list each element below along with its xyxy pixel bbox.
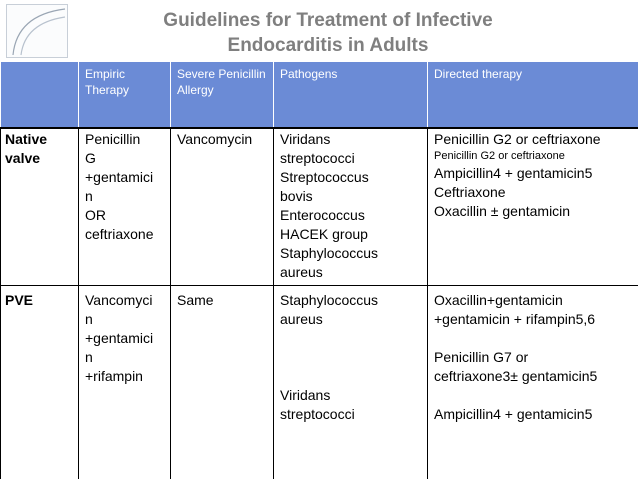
native-directed-line: Penicillin G2 or ceftriaxone [434, 131, 601, 147]
pve-directed-cell [428, 285, 638, 479]
native-directed-line-small: Penicillin G2 or ceftriaxone [434, 150, 565, 162]
treatment-table [0, 62, 638, 479]
pve-empiric-line: Vancomyci [85, 291, 153, 308]
pve-directed-line: +gentamicin + rifampin5,6 [434, 310, 596, 327]
native-empiric-line: ceftriaxone [85, 226, 154, 242]
pve-pathogens-cell [274, 285, 428, 479]
pve-directed-line: Ampicillin4 + gentamicin5 [434, 405, 593, 422]
table-row-native-valve [1, 128, 638, 285]
header-row [1, 62, 638, 128]
native-empiric-line: G [85, 150, 96, 166]
native-directed-line: Oxacillin ± gentamicin [434, 203, 571, 219]
pve-empiric-line: +gentamici [85, 329, 154, 346]
native-empiric-line: n [85, 188, 93, 204]
native-pathogen-line: bovis [280, 188, 313, 204]
native-pathogen-line: Streptococcus [280, 169, 369, 185]
native-empiric-line: OR [85, 207, 106, 223]
native-pathogen-line: Enterococcus [280, 207, 365, 223]
title-line-2: Endocarditis in Adults [227, 35, 429, 56]
pve-empiric-cell [79, 285, 171, 479]
title-line-1: Guidelines for Treatment of Infective [163, 10, 493, 31]
header-blank-cell [1, 62, 79, 128]
pve-directed-line: Penicillin G7 or [434, 348, 529, 365]
native-empiric-line: +gentamici [85, 169, 154, 185]
native-pathogen-line: streptococci [280, 150, 355, 166]
pve-allergy-cell: Same [171, 285, 274, 479]
pve-pathogen-line: Viridans [280, 386, 331, 403]
row-label-native-valve: Native valve [1, 128, 79, 285]
native-pathogen-line: Viridans [280, 131, 331, 147]
pve-pathogen-line: streptococci [280, 405, 355, 422]
header-empiric-therapy: Empiric Therapy [79, 62, 171, 128]
pve-pathogen-line: aureus [280, 310, 323, 327]
header-severe-penicillin-allergy: Severe Penicillin Allergy [171, 62, 274, 128]
pve-directed-line: ceftriaxone3± gentamicin5 [434, 367, 598, 384]
pve-pathogen-line: Staphylococcus [280, 291, 379, 308]
slide-logo [0, 0, 72, 60]
header-directed-therapy: Directed therapy [428, 62, 638, 128]
header-pathogens: Pathogens [274, 62, 428, 128]
row-label-pve: PVE [1, 285, 79, 479]
native-pathogens-cell [274, 128, 428, 285]
native-directed-cell [428, 128, 638, 285]
pve-empiric-line: n [85, 348, 93, 365]
native-empiric-cell [79, 128, 171, 285]
native-pathogen-line: HACEK group [280, 226, 368, 242]
native-allergy-cell: Vancomycin [171, 128, 274, 285]
pve-directed-line: Oxacillin+gentamicin [434, 291, 563, 308]
slide-title [118, 8, 538, 58]
arc-logo-icon [7, 5, 69, 59]
native-directed-line: Ceftriaxone [434, 184, 506, 200]
native-empiric-line: Penicillin [85, 131, 141, 147]
native-directed-line: Ampicillin4 + gentamicin5 [434, 165, 593, 181]
pve-empiric-line: n [85, 310, 93, 327]
logo-frame [6, 4, 68, 58]
native-pathogen-line: aureus [280, 264, 323, 280]
table-row-pve [1, 285, 638, 479]
pve-empiric-line: +rifampin [85, 367, 143, 384]
native-pathogen-line: Staphylococcus [280, 245, 379, 261]
